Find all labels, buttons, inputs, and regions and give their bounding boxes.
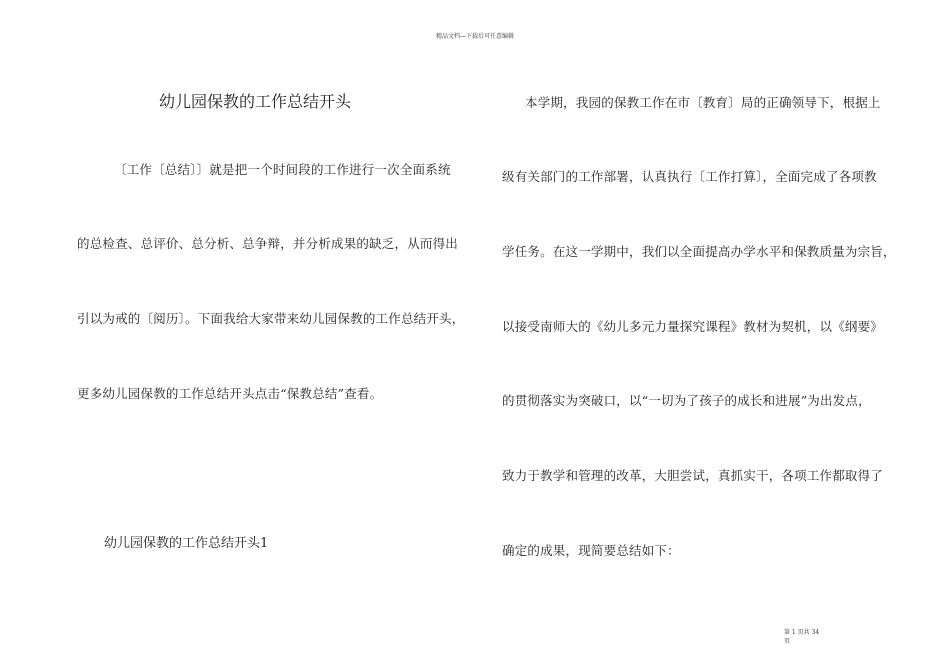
intro-line-3: 引以为戒的〔阅历〕。下面我给大家带来幼儿园保教的工作总结开头， [77,311,465,326]
body-line-3: 学任务。在这一学期中，我们以全面提高办学水平和保教质量为宗旨， [502,244,896,259]
intro-line-4: 更多幼儿园保教的工作总结开头点击“保教总结”查看。 [77,386,383,401]
body-line-5: 的贯彻落实为突破口，以“一切为了孩子的成长和进展”为出发点， [502,393,871,408]
document-title: 幼儿园保教的工作总结开头 [159,92,352,111]
body-line-7: 确定的成果，现简要总结如下： [502,543,680,558]
body-line-4: 以接受南师大的《幼儿多元力量探究课程》教材为契机，以《纲要》 [502,319,884,334]
intro-line-2: 的总检查、总评价、总分析、总争辩，并分析成果的缺乏，从而得出 [77,236,459,251]
intro-line-1: 〔工作〔总结〕〕就是把一个时间段的工作进行一次全面系统 [114,162,451,177]
section-subheading: 幼儿园保教的工作总结开头1 [104,536,269,551]
page-number-suffix: 页 [784,638,791,645]
body-line-6: 致力于教学和管理的改革，大胆尝试，真抓实干，各项工作都取得了 [502,468,884,483]
body-line-1: 本学期，我园的保教工作在市〔教育〕局的正确领导下，根据上 [525,95,881,110]
page-number: 第 1 页共 34 [784,629,820,636]
body-line-2: 级有关部门的工作部署，认真执行〔工作打算〕，全面完成了各项教 [502,169,877,184]
page-header-note: 精品文档—下载后可任意编辑 [435,33,514,40]
